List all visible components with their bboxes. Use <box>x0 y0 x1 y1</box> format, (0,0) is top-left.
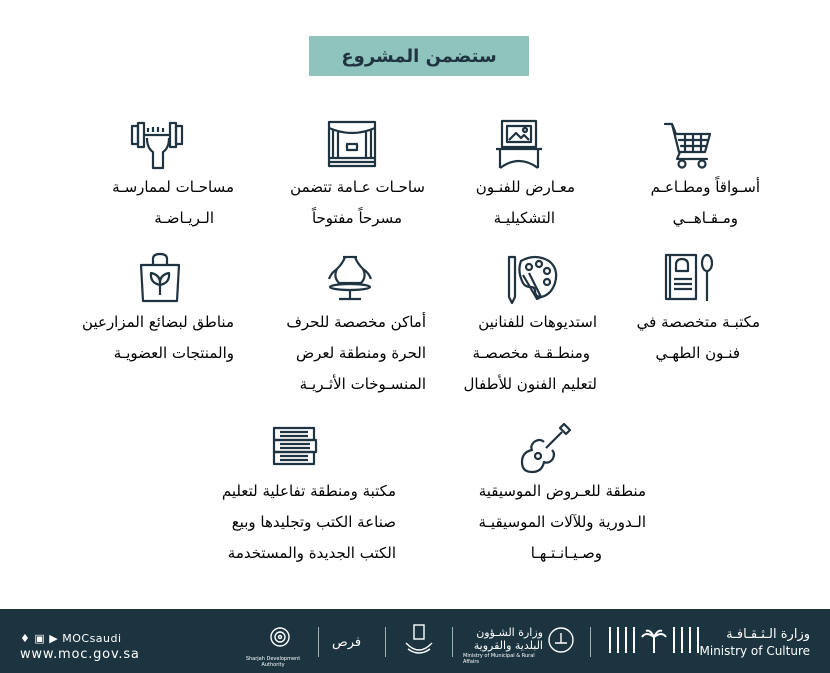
item-line: مساحـات لممارسـة <box>112 178 234 196</box>
item-line: الحرة ومنطقة لعرض <box>295 344 426 362</box>
municipal-logo-icon <box>546 625 576 655</box>
twitter-icon[interactable]: ♦ <box>20 632 31 645</box>
pottery-wheel-icon <box>323 251 377 305</box>
item-line: والمنتجات العضويـة <box>113 344 234 362</box>
item-line: وصـيـانـتـهـا <box>530 544 602 562</box>
divider <box>590 627 591 657</box>
social-handle[interactable]: MOCsaudi <box>62 632 122 645</box>
divider <box>452 627 453 657</box>
social-links <box>20 632 122 645</box>
item-line: ومـقـاهــي <box>672 209 738 227</box>
item-line: مكتبـة متخصصة في <box>636 313 760 331</box>
item-line: الكتب الجديدة والمستخدمة <box>227 544 396 562</box>
heritage-emblem-icon <box>402 623 436 657</box>
item-line: الـريـاضـة <box>154 209 214 227</box>
shopping-cart-icon <box>661 118 715 172</box>
books-stack-icon <box>268 420 322 474</box>
ministry-of-culture-logo-icon <box>606 623 702 657</box>
organic-bag-icon <box>133 251 187 305</box>
municipal-ministry-name-en: Ministry of Municipal & Rural Affairs <box>463 653 535 665</box>
divider <box>318 627 319 657</box>
item-line: صناعة الكتب وتجليدها وبيع <box>231 513 396 531</box>
guitar-icon <box>520 420 574 474</box>
instagram-icon[interactable]: ▣ <box>34 632 46 645</box>
item-line: معـارض للفنـون <box>475 178 575 196</box>
item-line: مناطق لبضائع المزارعين <box>82 313 234 331</box>
youtube-icon[interactable]: ▶ <box>49 632 59 645</box>
item-line: أسـواقاً ومطـاعـم <box>650 178 760 196</box>
item-line: أماكن مخصصة للحرف <box>286 313 426 331</box>
website-link[interactable]: www.moc.gov.sa <box>20 647 140 662</box>
divider <box>385 627 386 657</box>
item-line: ساحـات عـامة تتضمن <box>290 178 425 196</box>
item-line: المنسـوخات الأثـريـة <box>299 375 426 393</box>
item-line: فنـون الطهـي <box>655 344 740 362</box>
cookbook-icon <box>662 251 716 305</box>
footer-bar <box>0 609 830 673</box>
item-line: الـدورية وللآلات الموسيقيـة <box>478 513 646 531</box>
sharjah-logo-icon <box>268 625 292 649</box>
palette-icon <box>505 251 559 305</box>
item-line: مسرحاً مفتوحاً <box>311 209 402 227</box>
forsa-logo: فرص <box>332 635 362 650</box>
theater-stage-icon <box>325 118 379 172</box>
item-line: لتعليم الفنون للأطفال <box>463 375 597 393</box>
item-line: منطقة للعـروض الموسيقية <box>478 482 646 500</box>
item-line: التشكيليـة <box>493 209 555 227</box>
ministry-name-ar: وزارة الـثـقـافـة <box>726 627 810 642</box>
item-line: استديوهات للفنانين <box>478 313 597 331</box>
dumbbell-icon <box>130 118 184 172</box>
painting-gallery-icon <box>492 118 546 172</box>
item-line: مكتبة ومنطقة تفاعلية لتعليم <box>221 482 396 500</box>
item-line: ومنطـقـة مخصصـة <box>472 344 590 362</box>
sharjah-authority-label: Sharjah Development Authority <box>245 656 301 668</box>
page-title: ستضمن المشروع <box>309 36 529 76</box>
municipal-ministry-name: وزارة الشـؤون البلدية والقروية <box>473 626 543 652</box>
ministry-name-en: Ministry of Culture <box>699 644 810 658</box>
